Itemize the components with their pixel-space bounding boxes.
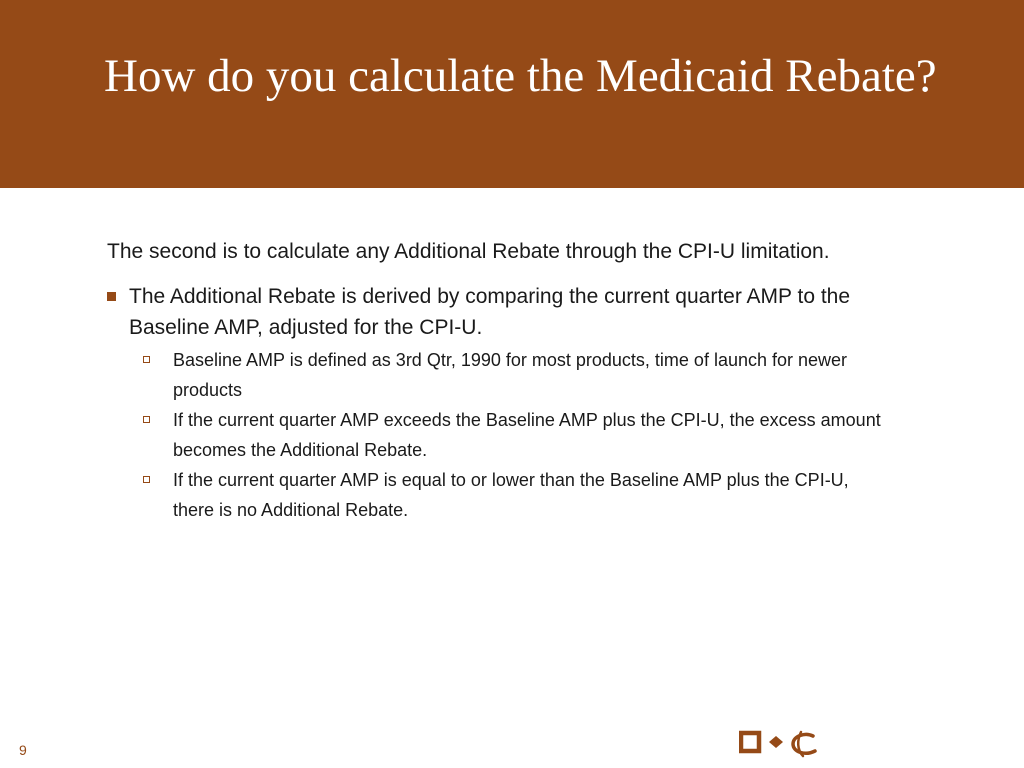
sub-bullet-text: Baseline AMP is defined as 3rd Qtr, 1990 for most products, time of launch for newer products [173,350,848,400]
pwc-logo-icon [739,727,825,759]
sub-bullet-text: If the current quarter AMP is equal to or lower than the Baseline AMP plus the CPI-U, there is no Additional Rebate. [173,470,849,520]
hollow-square-bullet-icon [143,476,150,483]
slide-content [107,236,1007,525]
intro-text: The second is to calculate any Additional Rebate through the CPI-U limitation. [107,240,830,263]
square-bullet-icon [107,292,116,301]
sub-bullet-list [129,345,889,525]
page-number: 9 [19,742,27,758]
title-bar [0,0,1024,188]
sub-bullet-item [129,465,893,525]
sub-bullet-item [129,405,893,465]
sub-bullet-text: If the current quarter AMP exceeds the Baseline AMP plus the CPI-U, the excess amount becomes the Additional Rebate. [173,410,881,460]
sub-bullet-item [129,345,893,405]
hollow-square-bullet-icon [143,416,150,423]
bullet-text: The Additional Rebate is derived by comparing the current quarter AMP to the Baseline AMP, adjusted for the CPI-U. [129,285,851,339]
bullet-list [107,281,1007,525]
bullet-item [107,281,889,525]
hollow-square-bullet-icon [143,356,150,363]
slide-title: How do you calculate the Medicaid Rebate? [104,50,937,102]
